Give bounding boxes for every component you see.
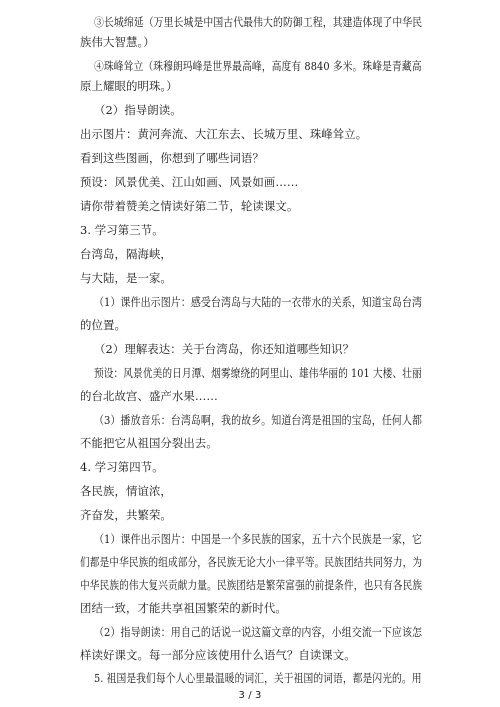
verse-line: 齐奋发，共繁荣。 — [80, 508, 172, 522]
text-line: 样读好课文。每一部分应该使用什么语气？自读课文。 — [80, 648, 356, 662]
text-line: 预设：风景优美的日月潭、烟雾缭绕的阿里山、雄伟华丽的 101 大楼、壮丽 — [94, 366, 422, 380]
text-line: 看到这些图画，你想到了哪些词语？ — [80, 151, 264, 165]
verse-line: 台湾岛，隔海峡， — [80, 247, 172, 261]
text-line: 不能把它从祖国分裂出去。 — [80, 436, 218, 450]
text-line: （1）课件出示图片：中国是一个多民族的国家，五十六个民族是一家，它 — [94, 532, 423, 546]
text-line: 族伟大智慧。） — [80, 35, 155, 49]
page-number: 3 / 3 — [238, 690, 262, 701]
text-line: ④珠峰耸立（珠穆朗玛峰是世界最高峰，高度有 8840 多米。珠峰是青藏高 — [94, 59, 422, 73]
section-heading: 4. 学习第四节。 — [80, 460, 164, 474]
text-line: （3）播放音乐：台湾岛啊，我的故乡。知道台湾是祖国的宝岛，任何人都 — [94, 413, 423, 427]
verse-line: 与大陆，是一家。 — [80, 271, 172, 285]
text-line: 5. 祖国是我们每个人心里最温暖的词汇，关于祖国的词语，都是闪光的。用 — [94, 671, 422, 685]
text-line: 们都是中华民族的组成部分，各民族无论大小一律平等。民族团结共同努力，为 — [80, 555, 423, 569]
text-line: 的位置。 — [80, 318, 126, 332]
section-heading: 3. 学习第三节。 — [80, 223, 164, 237]
text-line: 请你带着赞美之情读好第二节，轮读课文。 — [80, 199, 299, 213]
text-line: 预设：风景优美、江山如画、风景如画…… — [80, 175, 299, 189]
text-line: 团结一致，才能共享祖国繁荣的新时代。 — [80, 601, 287, 615]
text-line: （2）指导朗读。 — [94, 103, 182, 117]
text-line: （2）理解表达：关于台湾岛，你还知道哪些知识？ — [94, 342, 355, 356]
text-line: 出示图片：黄河奔流、大江东去、长城万里、珠峰耸立。 — [80, 127, 368, 141]
text-line: （1）课件出示图片：感受台湾岛与大陆的一衣带水的关系，知道宝岛台湾 — [94, 295, 423, 309]
text-line: 的台北故宫、盛产水果…… — [80, 389, 218, 403]
text-line: （2）指导朗读：用自己的话说一说这篇文章的内容，小组交流一下应该怎 — [94, 625, 423, 639]
text-line: 中华民族的伟大复兴贡献力量。民族团结是繁荣富强的前提条件，也只有各民族 — [80, 578, 423, 592]
verse-line: 各民族，情谊浓， — [80, 484, 172, 498]
text-line: 原上耀眼的明珠。） — [80, 79, 178, 93]
text-line: ③长城绵延（万里长城是中国古代最伟大的防御工程，其建造体现了中华民 — [94, 15, 423, 29]
